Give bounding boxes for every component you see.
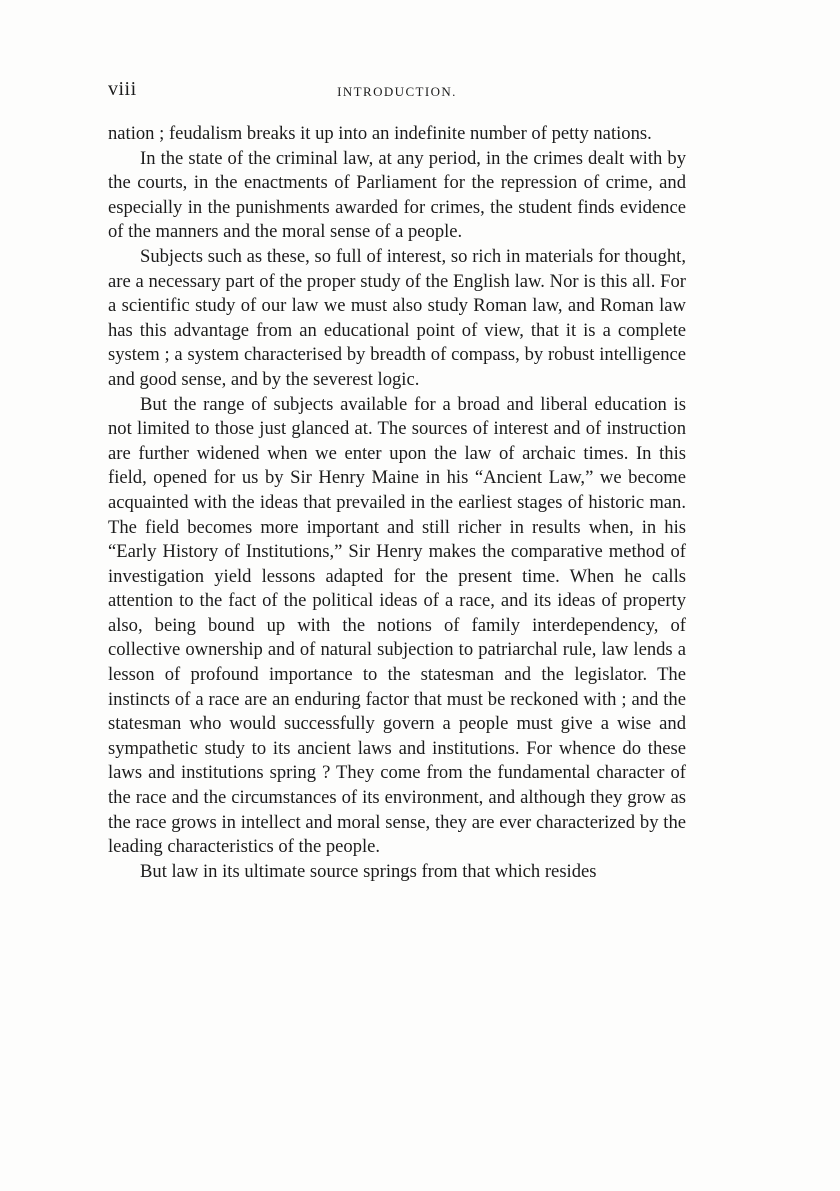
paragraph-continued: nation ; feudalism breaks it up into an indefinite number of petty nations.	[108, 123, 652, 144]
running-head: INTRODUCTION.	[337, 84, 457, 99]
body-text	[108, 122, 686, 884]
paragraph-ultimate-source: But law in its ultimate source springs from that which resides	[140, 860, 597, 882]
page-header	[108, 78, 686, 102]
paragraph-archaic-law: But the range of subjects available for a broad and liberal education is not limited to those just glanced at. The sources of interest and of instruction are further widened when we enter upon the law of archaic times. In this field, opened for us by Sir Henry Maine in his “Ancient Law,” we become acquainted with the ideas that prevailed in the earliest stages of historic man. The field becomes more important and still richer in results when, in his “Early History of Institutions,” Sir Henry makes the comparative method of investigation yield lessons adapted for the present time. When he calls attention to the fact of the political ideas of a race, and its ideas of property also, being bound up with the notions of family interdependency, of collective ownership and of natural subjection to patriarchal rule, law lends a lesson of profound importance to the statesman and the legislator. The instincts of a race are an enduring factor that must be reckoned with ; and the statesman who would successfully govern a people must give a wise and sympathetic study to its ancient laws and institutions. For whence do these laws and institutions spring ? They come from the fundamental character of the race and the circumstances of its environment, and although they grow as the race grows in intellect and moral sense, they are ever characterized by the leading characteristics of the people.	[108, 393, 686, 858]
paragraph-roman-law: Subjects such as these, so full of interest, so rich in materials for thought, are a necessary part of the proper study of the English law. Nor is this all. For a scientific study of our law we must also study Roman law, and Roman law has this advantage from an educational point of view, that it is a complete system ; a system characterised by breadth of compass, by robust intelligence and good sense, and by the severest logic.	[108, 245, 686, 390]
page-number: viii	[108, 78, 137, 100]
paragraph-criminal-law: In the state of the criminal law, at any period, in the crimes dealt with by the courts, in the enactments of Parliament for the repression of crime, and especially in the punishments awarded for crimes, the student finds evidence of the manners and the moral sense of a people.	[108, 147, 686, 243]
